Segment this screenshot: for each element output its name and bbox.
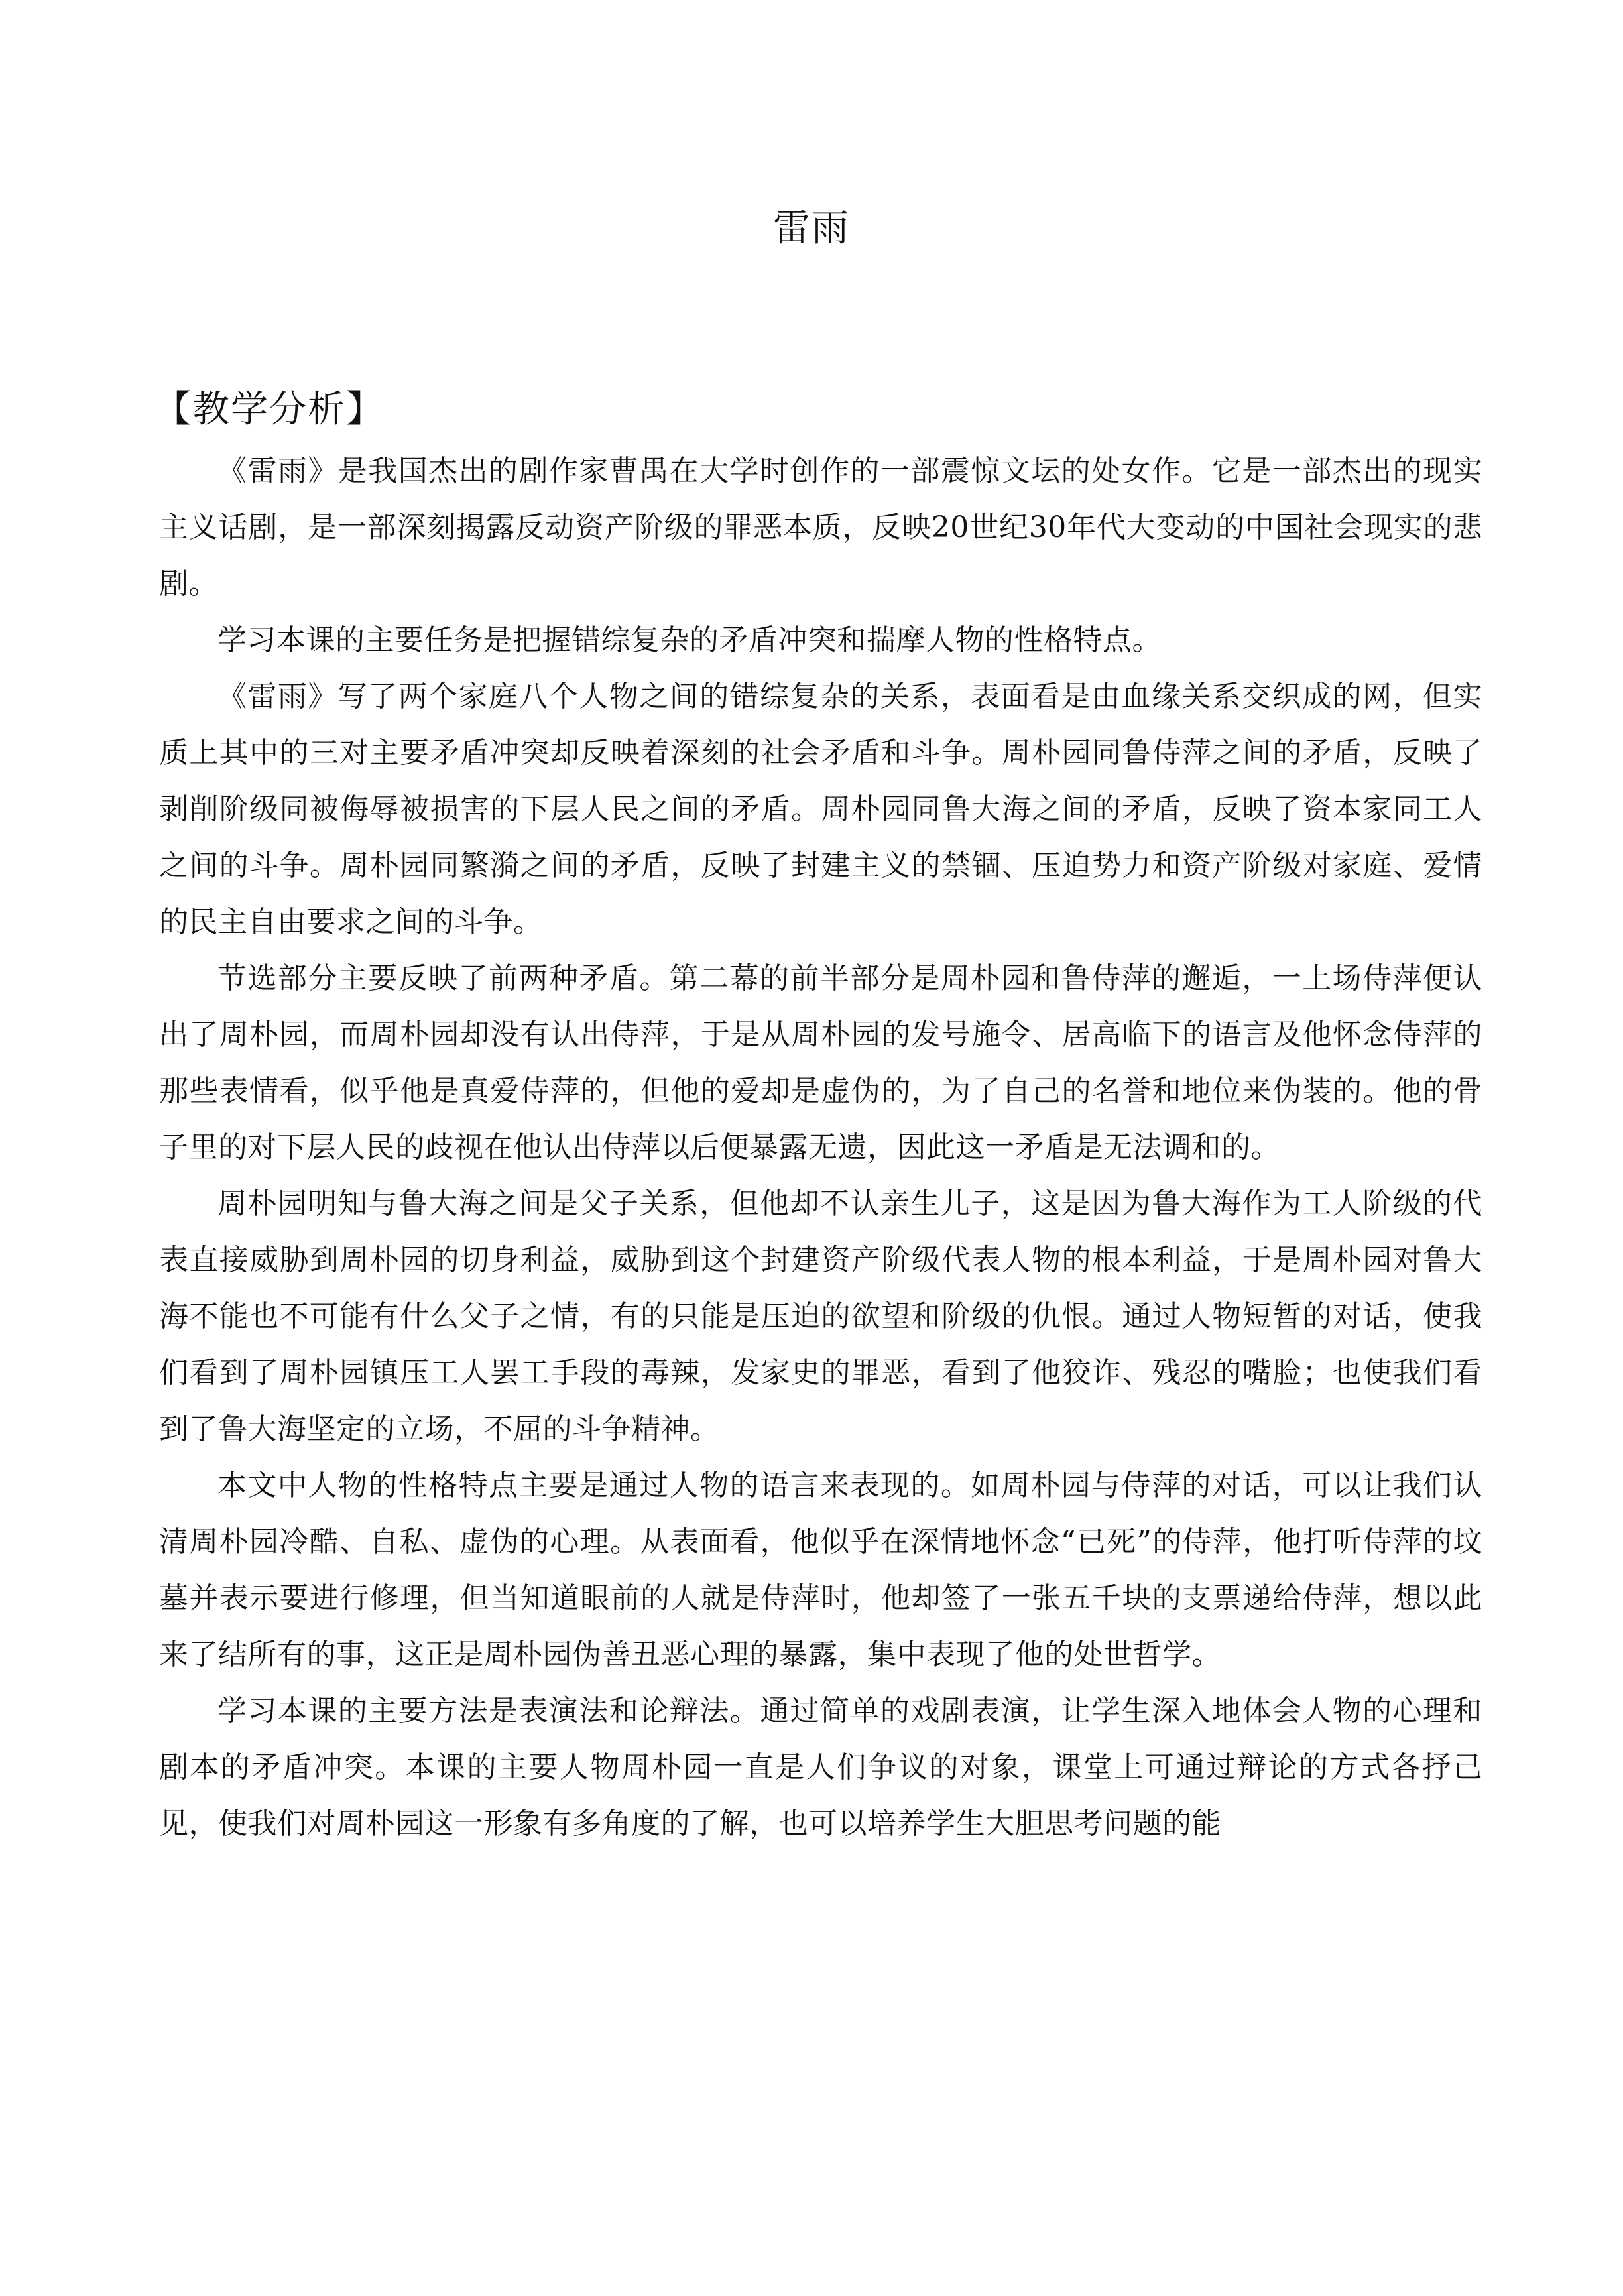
- paragraph-7: 学习本课的主要方法是表演法和论辩法。通过简单的戏剧表演，让学生深入地体会人物的心理和剧本的矛盾冲突。本课的主要人物周朴园一直是人们争议的对象，课堂上可通过辩论的方式各抒己见，使我们对周朴园这一形象有多角度的了解，也可以培养学生大胆思考问题的能: [159, 1694, 1482, 1841]
- paragraph-6: 本文中人物的性格特点主要是通过人物的语言来表现的。如周朴园与侍萍的对话，可以让我们认清周朴园冷酷、自私、虚伪的心理。从表面看，他似乎在深情地怀念“已死”的侍萍，他打听侍萍的坟墓并表示要进行修理，但当知道眼前的人就是侍萍时，他却签了一张五千块的支票递给侍萍，想以此来了结所有的事，这正是周朴园伪善丑恶心理的暴露，集中表现了他的处世哲学。: [159, 1469, 1482, 1671]
- paragraph-1: 《雷雨》是我国杰出的剧作家曹禺在大学时创作的一部震惊文坛的处女作。它是一部杰出的现实主义话剧，是一部深刻揭露反动资产阶级的罪恶本质，反映20世纪30年代大变动的中国社会现实的悲剧。: [159, 454, 1482, 601]
- body-text: [159, 443, 1482, 1852]
- paragraph-2: 学习本课的主要任务是把握错综复杂的矛盾冲突和揣摩人物的性格特点。: [217, 623, 1162, 657]
- document-title: 雷雨: [773, 207, 850, 250]
- paragraph-5: 周朴园明知与鲁大海之间是父子关系，但他却不认亲生儿子，这是因为鲁大海作为工人阶级的代表直接威胁到周朴园的切身利益，威胁到这个封建资产阶级代表人物的根本利益，于是周朴园对鲁大海不能也不可能有什么父子之情，有的只能是压迫的欲望和阶级的仇恨。通过人物短暂的对话，使我们看到了周朴园镇压工人罢工手段的毒辣，发家史的罪恶，看到了他狡诈、残忍的嘴脸；也使我们看到了鲁大海坚定的立场，不屈的斗争精神。: [159, 1187, 1482, 1446]
- section-heading-teaching-analysis: 【教学分析】: [154, 388, 385, 431]
- paragraph-4: 节选部分主要反映了前两种矛盾。第二幕的前半部分是周朴园和鲁侍萍的邂逅，一上场侍萍便认出了周朴园，而周朴园却没有认出侍萍，于是从周朴园的发号施令、居高临下的语言及他怀念侍萍的那些表情看，似乎他是真爱侍萍的，但他的爱却是虚伪的，为了自己的名誉和地位来伪装的。他的骨子里的对下层人民的歧视在他认出侍萍以后便暴露无遗，因此这一矛盾是无法调和的。: [159, 961, 1482, 1164]
- paragraph-3: 《雷雨》写了两个家庭八个人物之间的错综复杂的关系，表面看是由血缘关系交织成的网，但实质上其中的三对主要矛盾冲突却反映着深刻的社会矛盾和斗争。周朴园同鲁侍萍之间的矛盾，反映了剥削阶级同被侮辱被损害的下层人民之间的矛盾。周朴园同鲁大海之间的矛盾，反映了资本家同工人之间的斗争。周朴园同繁漪之间的矛盾，反映了封建主义的禁锢、压迫势力和资产阶级对家庭、爱情的民主自由要求之间的斗争。: [159, 680, 1482, 939]
